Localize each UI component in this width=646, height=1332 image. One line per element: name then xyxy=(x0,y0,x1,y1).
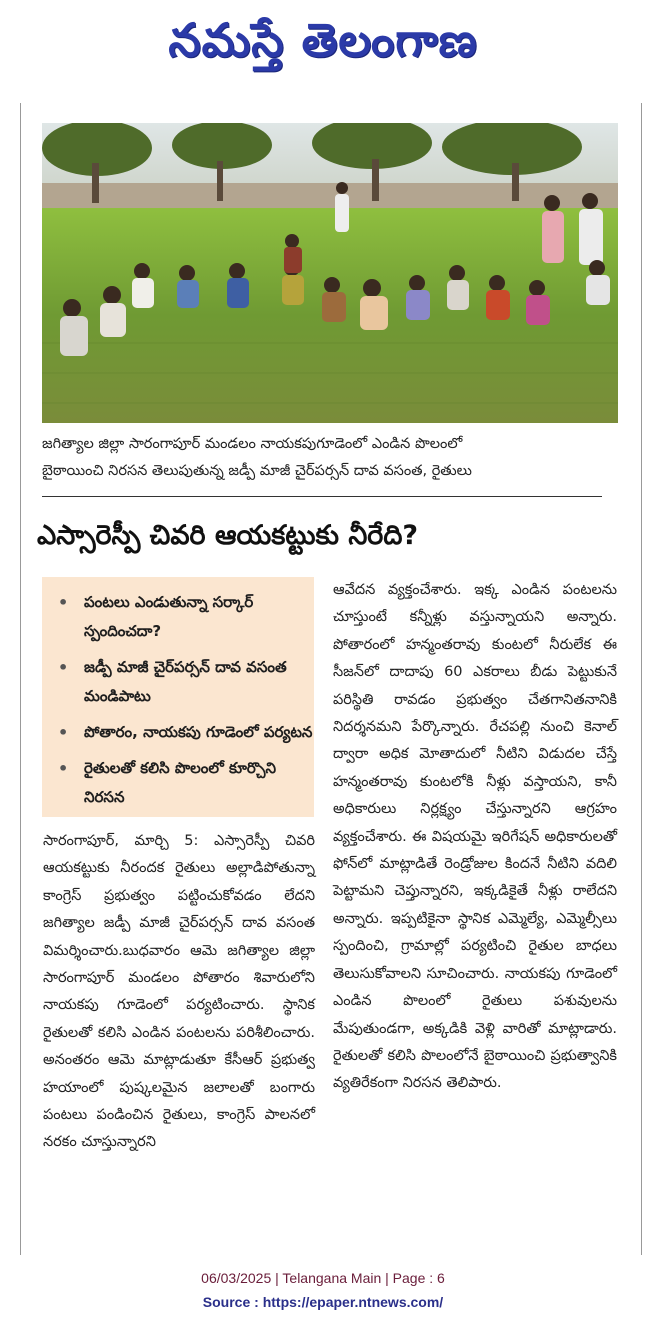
clipping-footer xyxy=(0,1266,646,1314)
highlights-box xyxy=(42,577,314,817)
farmers-protest-photo xyxy=(42,123,618,423)
article-body-right-column: ఆవేదన వ్యక్తంచేశారు. ఇక్క ఎండిన పంటలను చూస్తుంటే కన్నీళ్లు వస్తున్నాయని అన్నారు. పోతారంలో హన్మంతరావు కుంటలో నీరులేక ఈ సీజన్‌లో దాదాపు 60 ఎకరాలు బీడు పెట్టుకునే పరిస్థితి రావడం ప్రభుత్వం చేతగానితనానికి నిదర్శనమని పేర్కొన్నారు. రేచపల్లి నుంచి కెనాల్ ద్వారా అధిక మోతాదులో నీటిని విడుదల చేస్తే హన్మంతరావు కుంటలోకి నీళ్లు వస్తాయని, కానీ అధికారులు నిర్లక్ష్యం చేస్తున్నారని ఆగ్రహం వ్యక్తంచేశారు. ఈ విషయమై ఇరిగేషన్ అధికారులతో ఫోన్‌లో మాట్లాడితే రెండ్రోజుల కిందనే నీటిని వదిలి పెట్టామని చెప్తున్నారని, ఇక్కడికైతే నీళ్లు రాలేదని అన్నారు. ఇప్పటికైనా స్థానిక ఎమ్మెల్యే, ఎమ్మెల్సీలు స్పందించి, గ్రామాల్లో పర్యటించి రైతుల బాధలు తెలుసుకోవాలని సూచించారు. నాయకపు గూడెంలో ఎండిన పొలంలో రైతులు పశువులను మేపుతుండగా, అక్కడికి వెళ్లి వారితో మాట్లాడారు. రైతులతో కలిసి పొలంలోనే బైఠాయించి ప్రభుత్వానికి వ్యతిరేకంగా నిరసన తెలిపారు. xyxy=(333,582,617,1092)
bullet-icon: • xyxy=(58,759,69,778)
masthead xyxy=(0,0,646,80)
caption-line-2: బైఠాయించి నిరసన తెలుపుతున్న జడ్పీ మాజీ చైర్‌పర్సన్ దావ వసంత, రైతులు xyxy=(42,463,472,479)
article-headline: ఎస్సారెస్పీ చివరి ఆయకట్టుకు నీరేది? xyxy=(37,520,419,551)
caption-line-1: జగిత్యాల జిల్లా సారంగాపూర్ మండలం నాయకపుగూడెంలో ఎండిన పొలంలో xyxy=(42,436,463,452)
edition-info: 06/03/2025 | Telangana Main | Page : 6 xyxy=(201,1270,445,1286)
bullet-icon: • xyxy=(58,723,69,742)
photo-caption xyxy=(42,431,618,485)
bullet-icon: • xyxy=(58,593,69,612)
highlight-text: రైతులతో కలిసి పొలంలో కూర్చొని నిరసన xyxy=(84,759,277,806)
highlight-item xyxy=(42,588,314,646)
bullet-icon: • xyxy=(58,658,69,677)
news-photo xyxy=(42,123,618,423)
highlight-item xyxy=(42,653,314,711)
news-clipping xyxy=(20,103,642,1255)
caption-divider xyxy=(42,496,602,497)
highlight-text: జడ్పీ మాజీ చైర్‌పర్సన్ దావ వసంత మండిపాటు xyxy=(84,658,287,705)
newspaper-logo: నమస్తే తెలంగాణ xyxy=(168,13,478,67)
article-body-left-column: సారంగాపూర్, మార్చి 5: ఎస్సారెస్పీ చివరి ఆయకట్టుకు నీరందక రైతులు అల్లాడిపోతున్నా కాంగ్రెస్ ప్రభుత్వం పట్టించుకోవడం లేదని జగిత్యాల జడ్పీ మాజీ చైర్‌పర్సన్ దావ వసంత విమర్శించారు.బుధవారం ఆమె జగిత్యాల జిల్లా సారంగాపూర్ మండలం పోతారం శివారులోని నాయకపు గూడెంలో పర్యటించారు. స్థానిక రైతులతో కలిసి ఎండిన పంటలను పరిశీలించారు. అనంతరం ఆమె మాట్లాడుతూ కేసీఆర్ ప్రభుత్వ హయాంలో పుష్కలమైన జలాలతో బంగారు పంటలు పండించిన రైతులు, కాంగ్రెస్ పాలనలో నరకం చూస్తున్నారని xyxy=(43,833,315,1151)
highlight-text: పోతారం, నాయకపు గూడెంలో పర్యటన xyxy=(84,723,313,741)
source-link[interactable]: Source : https://epaper.ntnews.com/ xyxy=(202,1294,444,1310)
highlight-text: పంటలు ఎండుతున్నా సర్కార్ స్పందించదా? xyxy=(84,593,254,640)
highlight-item xyxy=(42,754,314,812)
highlight-item xyxy=(42,718,314,747)
